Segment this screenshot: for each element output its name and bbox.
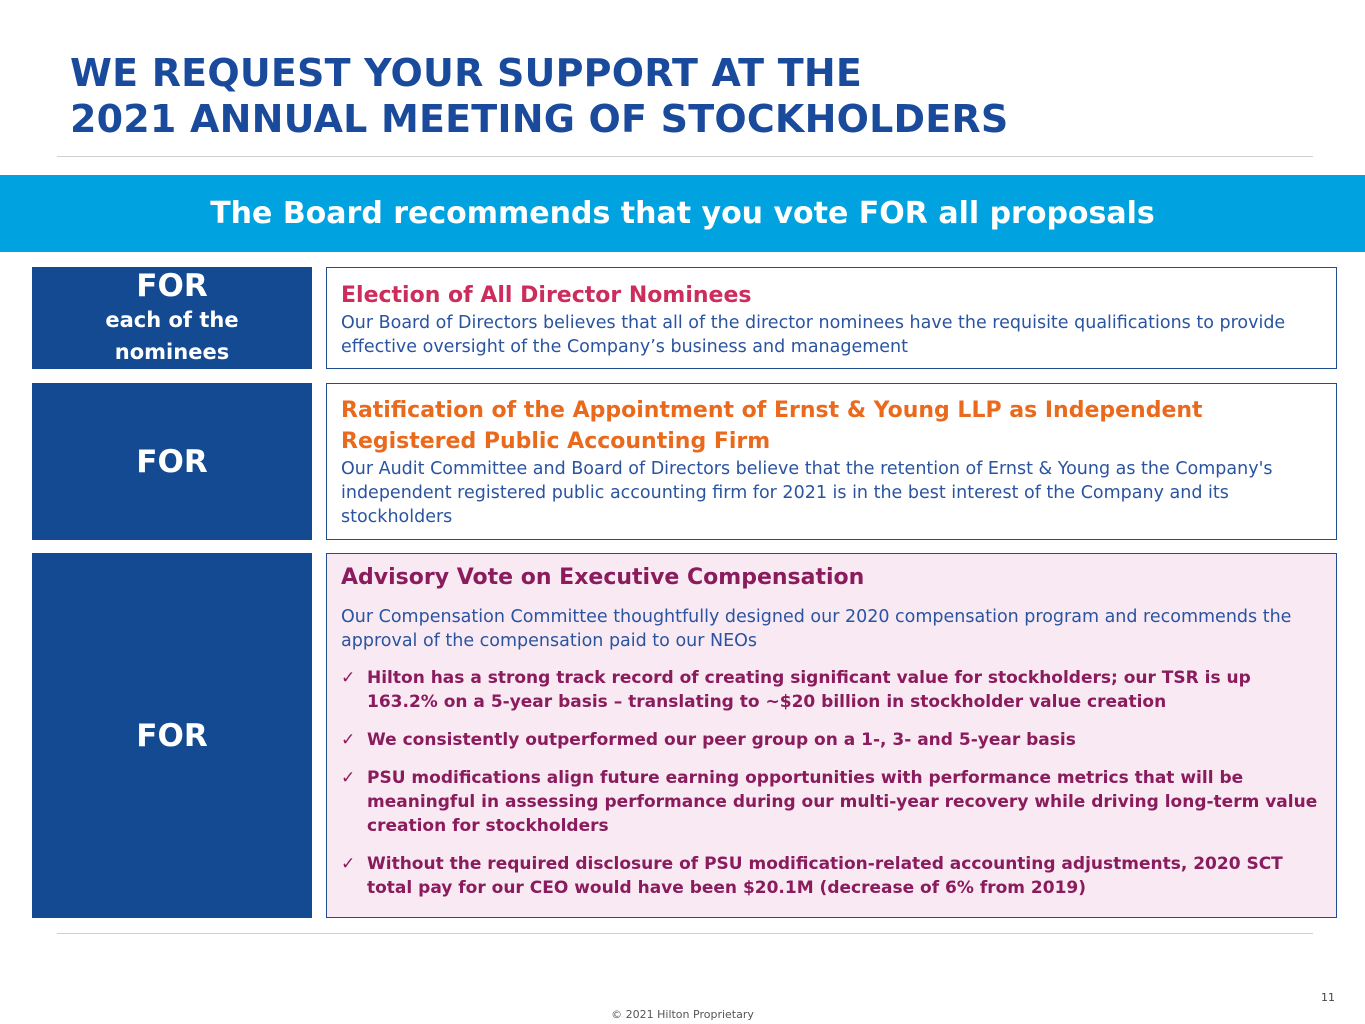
checkmark-icon: ✓ <box>341 668 356 688</box>
proposal-panel-executive-compensation <box>326 553 1337 918</box>
checkmark-icon: ✓ <box>341 768 356 788</box>
proposal-body: Our Compensation Committee thoughtfully designed our 2020 compensation program and recommends the approval of the compensation paid to our NEOs <box>341 607 1292 651</box>
proposal-panel-director-nominees <box>326 267 1337 369</box>
proposal-heading: Advisory Vote on Executive Compensation <box>341 565 865 590</box>
page-title <box>70 50 1008 142</box>
proposal-body: Our Audit Committee and Board of Directors believe that the retention of Ernst & Young as the Company's independent registered public accounting firm for 2021 is in the best interest of the Company and its stockholders <box>341 459 1273 527</box>
bullet-text: Hilton has a strong track record of creating significant value for stockholders; our TSR is up 163.2% on a 5-year basis – translating to ~$20 billion in stockholder value creation <box>367 668 1251 712</box>
page-title-line-2: 2021 ANNUAL MEETING OF STOCKHOLDERS <box>70 97 1009 141</box>
proposal-heading: Election of All Director Nominees <box>341 283 752 308</box>
vote-label: FOR <box>136 443 208 480</box>
top-divider <box>57 156 1313 157</box>
vote-box-auditor-ratification <box>32 383 312 540</box>
checkmark-icon: ✓ <box>341 730 356 750</box>
bullet-text: We consistently outperformed our peer group on a 1-, 3- and 5-year basis <box>367 730 1076 750</box>
vote-sublabel-line-2: nominees <box>114 340 230 364</box>
vote-sublabel-line-1: each of the <box>105 308 239 332</box>
vote-box-executive-compensation <box>32 553 312 918</box>
proposal-heading: Ratification of the Appointment of Ernst & Young LLP as Independent Registered Public Accounting Firm <box>341 398 1203 454</box>
proposal-panel-auditor-ratification <box>326 383 1337 540</box>
bullet-text: PSU modifications align future earning opportunities with performance metrics that will be meaningful in assessing performance during our multi-year recovery while driving long-term value creation for stockholders <box>367 768 1318 836</box>
list-item <box>341 766 1322 838</box>
list-item <box>341 666 1322 714</box>
recommendation-banner: The Board recommends that you vote FOR all proposals <box>0 175 1365 252</box>
page-number: 11 <box>1321 991 1335 1004</box>
proposal-body: Our Board of Directors believes that all of the director nominees have the requisite qualifications to provide effective oversight of the Company’s business and management <box>341 313 1286 357</box>
vote-box-director-nominees <box>32 267 312 369</box>
vote-label: FOR <box>136 717 208 754</box>
bullet-text: Without the required disclosure of PSU modification-related accounting adjustments, 2020 SCT total pay for our CEO would have been $20.1M (decrease of 6% from 2019) <box>367 854 1283 898</box>
checkmark-icon: ✓ <box>341 854 356 874</box>
list-item <box>341 728 1322 752</box>
page-title-line-1: WE REQUEST YOUR SUPPORT AT THE <box>70 51 862 95</box>
copyright-footer: © 2021 Hilton Proprietary <box>611 1008 754 1021</box>
compensation-bullet-list <box>341 666 1322 900</box>
bottom-divider <box>57 933 1313 934</box>
vote-label: FOR <box>136 268 208 304</box>
list-item <box>341 852 1322 900</box>
